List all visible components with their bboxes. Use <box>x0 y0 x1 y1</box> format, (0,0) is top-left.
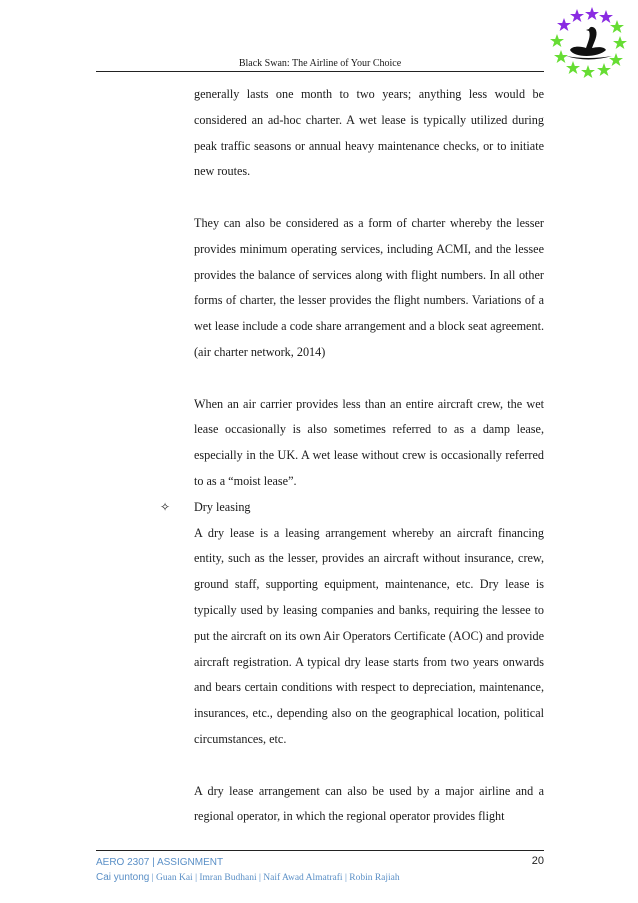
document-body <box>160 82 544 830</box>
star-icon <box>585 7 599 20</box>
paragraph: They can also be considered as a form of charter whereby the lesser provides minimum operating services, including ACMI, and the lessee provides the balance of services along with flight numbers. In all other forms of charter, the lesser provides the flight numbers. Variations of a wet lease include a code share arrangement and a block seat agreement. (air charter network, 2014) <box>194 215 544 359</box>
star-icon <box>557 18 571 31</box>
star-icon <box>550 34 564 47</box>
star-icon <box>610 20 624 33</box>
page-number: 20 <box>531 855 544 867</box>
paragraph: A dry lease is a leasing arrangement whereby an aircraft financing entity, such as the lesser, provides an aircraft without insurance, crew, ground staff, supporting equipment, maintenance, etc. Dry lease is typically used by leasing companies and banks, requiring the lessee to put the aircraft on its own Air Operators Certificate (AOC) and provide aircraft registration. A typical dry lease starts from two years onwards and bears certain conditions with respect to depreciation, maintenance, insurances, etc., depending also on the geographical location, political circumstances, etc. <box>194 525 544 746</box>
footer-authors <box>96 872 400 883</box>
black-swan-logo <box>548 6 630 80</box>
paragraph: generally lasts one month to two years; anything less would be considered an ad-hoc charter. A wet lease is typically utilized during peak traffic seasons or annual heavy maintenance checks, or to initiate new routes. <box>194 87 544 179</box>
star-icon <box>597 63 611 76</box>
footer-lead-author: Cai yuntong <box>96 872 150 883</box>
header-divider <box>96 71 544 72</box>
paragraph-gap <box>194 366 544 392</box>
swan-icon <box>566 27 612 60</box>
paragraph: When an air carrier provides less than an entire aircraft crew, the wet lease occasionally is also sometimes referred to as a damp lease, especially in the UK. A wet lease without crew is occasionally referred to as a “moist lease”. <box>194 396 544 488</box>
star-icon <box>566 61 580 74</box>
star-icon <box>554 50 568 63</box>
header-title: Black Swan: The Airline of Your Choice <box>238 58 402 69</box>
paragraph: A dry lease arrangement can also be used by a major airline and a regional operator, in which the regional operator provides flight <box>194 783 544 824</box>
star-icon <box>599 10 613 23</box>
footer-other-authors: | Guan Kai | Imran Budhani | Naif Awad Almatrafi | Robin Rajiah <box>149 873 400 883</box>
paragraph-gap <box>194 185 544 211</box>
star-icon <box>613 36 627 49</box>
paragraph-gap <box>194 753 544 779</box>
footer-divider <box>96 850 544 851</box>
star-icon <box>609 53 623 66</box>
footer-course: AERO 2307 | ASSIGNMENT <box>96 857 224 868</box>
star-icon <box>581 65 595 78</box>
bullet-item <box>160 495 544 521</box>
diamond-star-bullet-icon: ✧ <box>160 499 171 514</box>
star-icon <box>570 9 584 22</box>
bullet-heading: Dry leasing <box>194 499 251 514</box>
